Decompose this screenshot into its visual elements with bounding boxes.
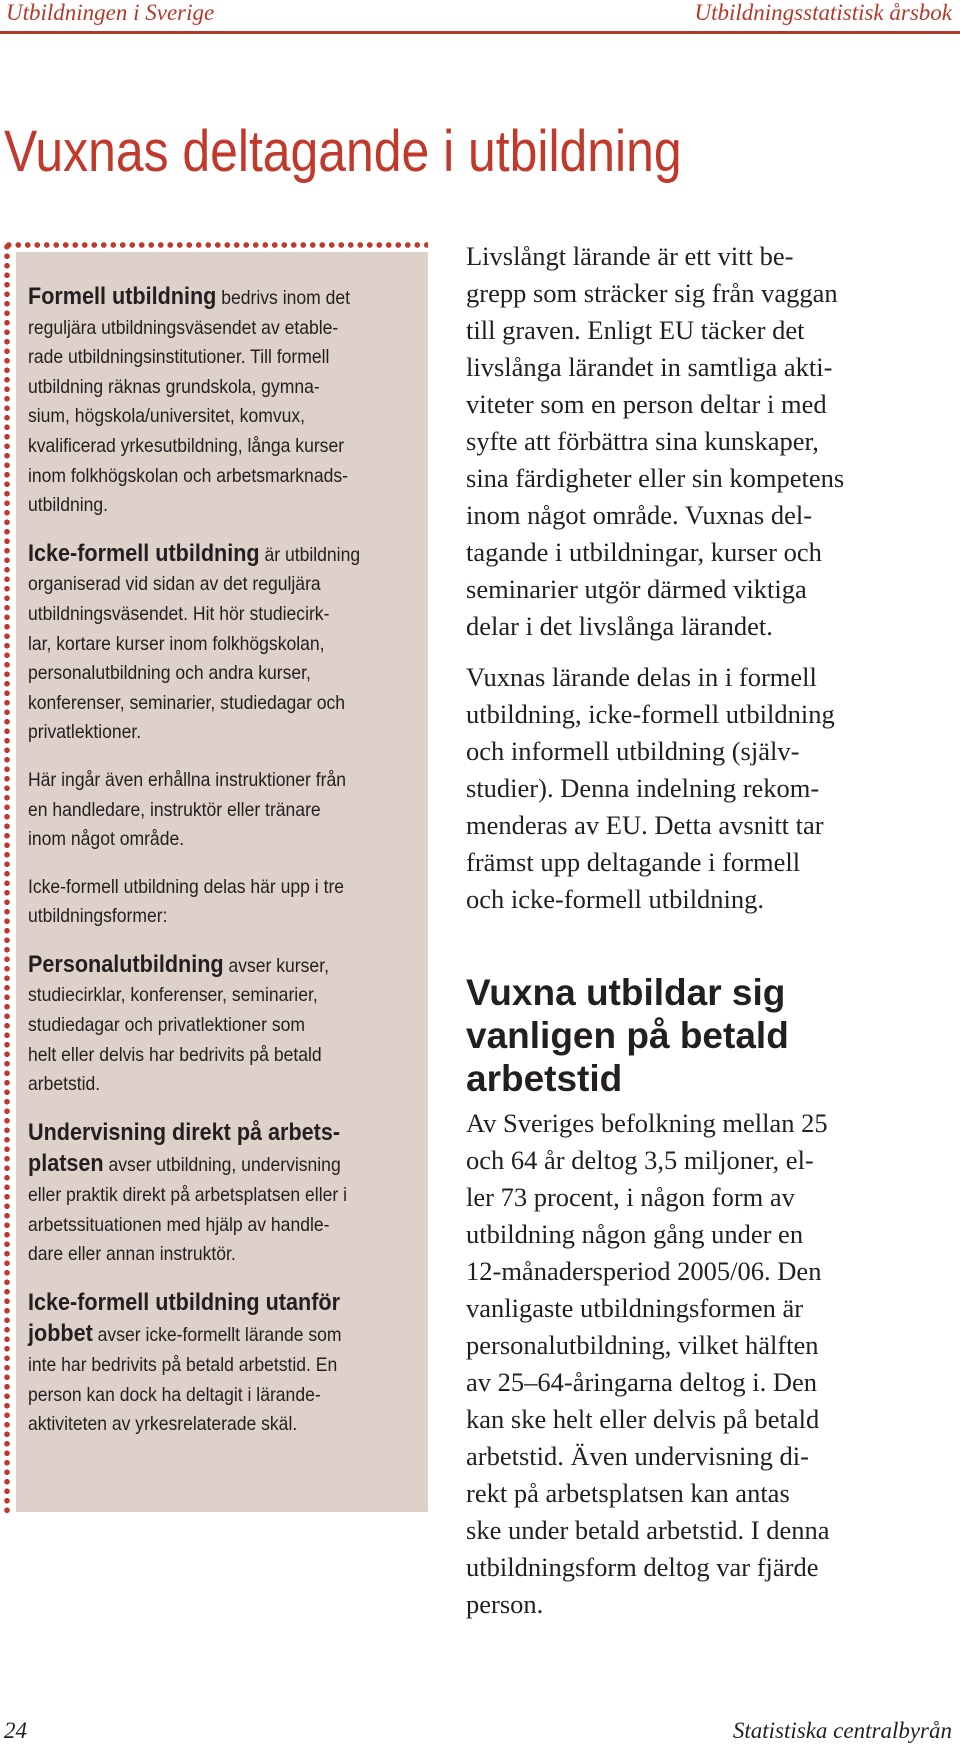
running-header bbox=[0, 0, 960, 34]
definition-utanfor-jobbet: Icke-formell utbildning utanför jobbet avser icke-formellt lärande som inte har bedrivits på betald arbetstid. En person kan dock ha deltagit i lärande- aktiviteten av yrkesrelaterade skäl. bbox=[28, 1288, 342, 1436]
page-number: 24 bbox=[4, 1718, 27, 1743]
header-section-title: Utbildningen i Sverige bbox=[6, 0, 215, 25]
dotted-border-top bbox=[4, 242, 428, 248]
term-personalutbildning: Personalutbildning bbox=[28, 950, 224, 978]
definition-arbetsplatsen: Undervisning direkt på arbets- platsen avser utbildning, undervisning eller praktik direkt på arbetsplatsen eller i arbetssituationen med hjälp av handle- dare eller annan instruktör. bbox=[28, 1118, 347, 1266]
dotted-border-left bbox=[4, 242, 10, 1514]
term-formell-utbildning: Formell utbildning bbox=[28, 283, 217, 310]
definition-formell: Formell utbildning bedrivs inom det reguljära utbildningsväsendet av etable- rade utbildningsinstitutioner. Till formell utbildning räknas grundskola, gymna- sium, högskola/universitet, komvux, kvalificerad yrkesutbildning, långa kurser inom folkhögskolan och arbetsmarknads- utbildning. bbox=[28, 283, 351, 517]
paragraph-befolkning: Av Sveriges befolkning mellan 25 och 64 år deltog 3,5 miljoner, el- ler 73 procent, i någon form av utbildning någon gång under en 12-månadersperiod 2005/06. Den vanligaste utbildningsformen är personalutbildning, vilket hälften av 25–64-åringarna deltog i. Den kan ske helt eller delvis på betald arbetstid. Även undervisning di- rekt på arbetsplatsen kan antas ske under betald arbetstid. I denna utbildningsform deltog var fjärde person. bbox=[466, 1108, 830, 1619]
header-rule bbox=[0, 31, 960, 34]
definition-box-text bbox=[28, 282, 388, 1458]
paragraph-vuxnas-larande: Vuxnas lärande delas in i formell utbildning, icke-formell utbildning och informell utbildning (själv- studier). Denna indelning rekom- menderas av EU. Detta avsnitt tar främst upp deltagande i formell och icke-formell utbildning. bbox=[466, 662, 835, 914]
header-publication-title: Utbildningsstatistisk årsbok bbox=[694, 0, 952, 25]
definition-icke-formell: Icke-formell utbildning är utbildning organiserad vid sidan av det reguljära utbildningsväsendet. Hit hör studiecirk- lar, kortare kurser inom folkhögskolan, personalutbildning och andra kurser, konferenser, seminarier, studiedagar och privatlektioner. bbox=[28, 539, 361, 744]
body-column-bottom bbox=[466, 1105, 960, 1623]
term-undervisning-arbetsplatsen: Undervisning direkt på arbets- bbox=[28, 1118, 341, 1146]
definition-personalutbildning: Personalutbildning avser kurser, studiecirklar, konferenser, seminarier, studiedagar och privatlektioner som helt eller delvis har bedrivits på betald arbetstid. bbox=[28, 950, 329, 1096]
section-subheading: Vuxna utbildar sig vanligen på betald arbetstid bbox=[466, 972, 789, 1099]
body-column-top bbox=[466, 238, 960, 932]
definition-instruktioner: Här ingår även erhållna instruktioner från en handledare, instruktör eller tränare inom något område. bbox=[28, 768, 347, 851]
footer-publisher: Statistiska centralbyrån bbox=[732, 1718, 952, 1743]
term-icke-formell-utbildning: Icke-formell utbildning bbox=[28, 539, 260, 567]
page-title: Vuxnas deltagande i utbildning bbox=[4, 119, 682, 184]
definition-indelning: Icke-formell utbildning delas här upp i tre utbildningsformer: bbox=[28, 875, 345, 928]
paragraph-livslangt-larande: Livslångt lärande är ett vitt be- grepp som sträcker sig från vaggan till graven. Enligt EU täcker det livslånga lärandet in samtliga akti- viteter som en person deltar i med syfte att förbättra sina kunskaper, sina färdigheter eller sin kompetens inom något område. Vuxnas del- tagande i utbildningar, kurser och seminarier utgör därmed viktiga delar i det livslånga lärandet. bbox=[466, 241, 845, 641]
term-icke-formell-utanfor-jobbet: Icke-formell utbildning utanför bbox=[28, 1288, 341, 1316]
